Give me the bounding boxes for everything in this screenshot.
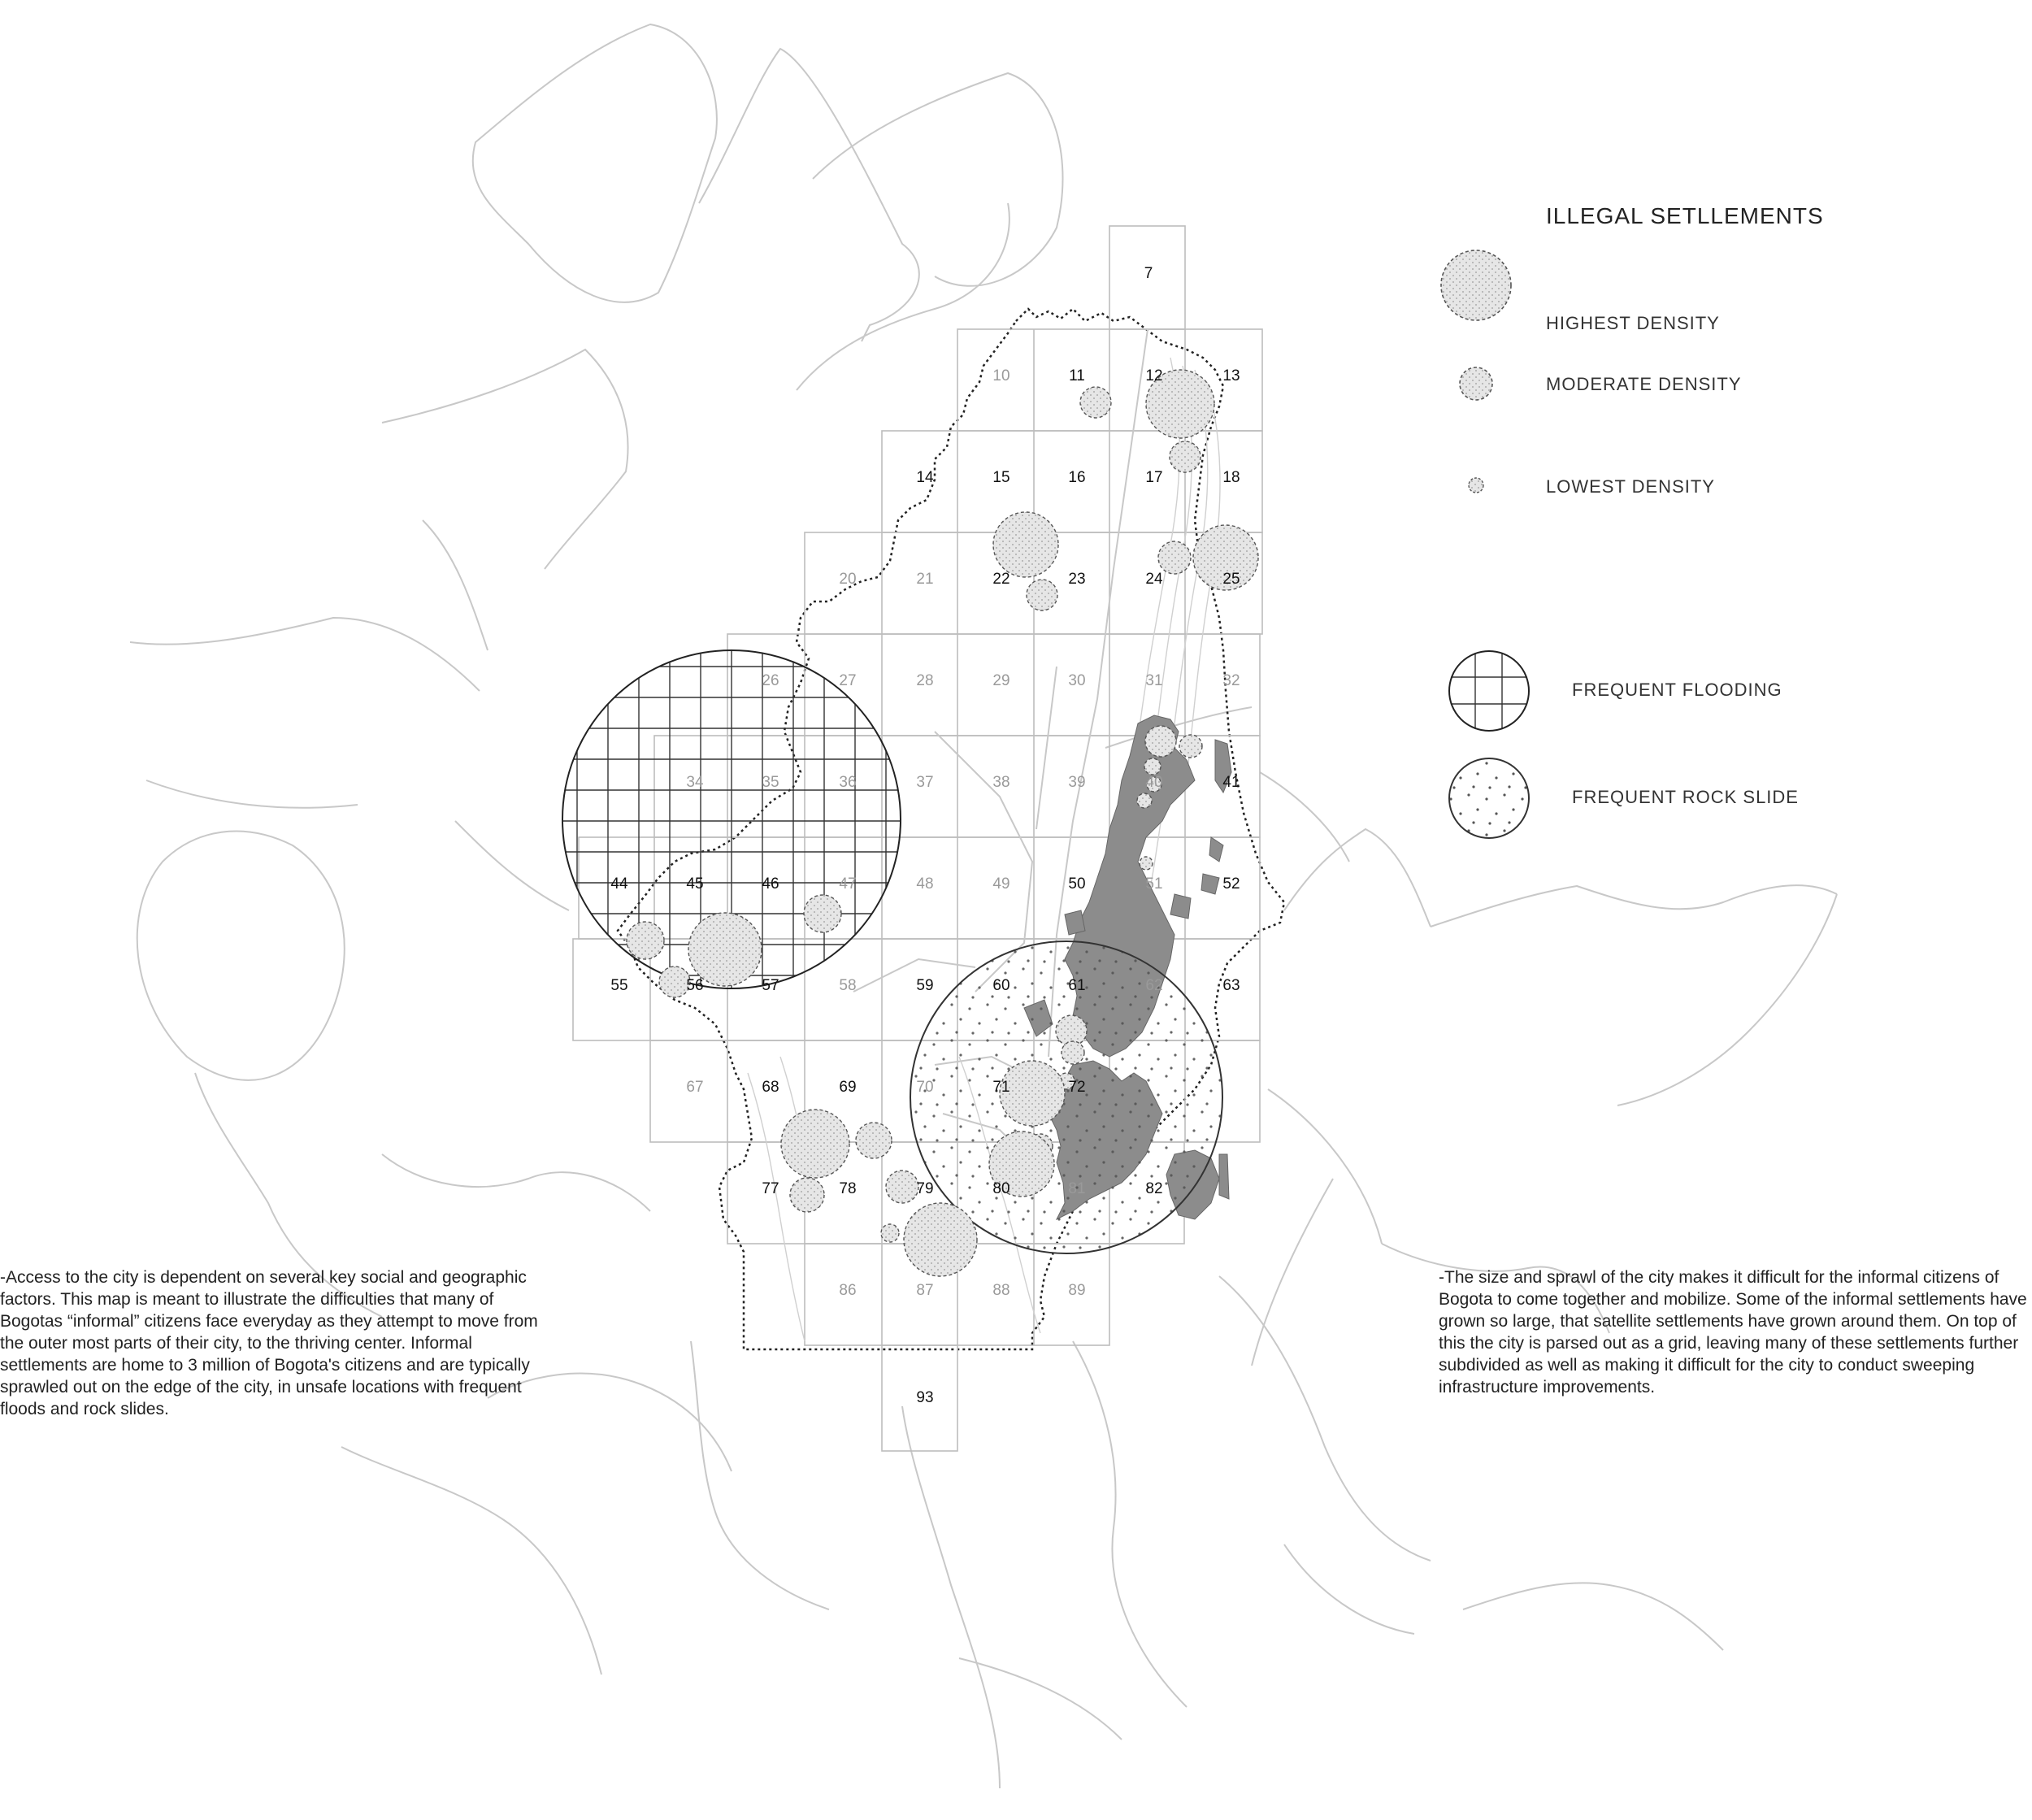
district-label: 17: [1145, 469, 1163, 486]
density-circle: [804, 895, 841, 932]
density-circle: [1145, 726, 1176, 757]
density-circle: [993, 512, 1058, 577]
district-label: 67: [686, 1079, 704, 1096]
legend-label: LOWEST DENSITY: [1546, 476, 1715, 497]
district-label: 20: [839, 571, 857, 588]
district-label: 11: [1069, 367, 1085, 384]
district-label: 41: [1222, 774, 1240, 791]
district-label: 26: [762, 672, 779, 689]
district-label: 72: [1068, 1079, 1086, 1096]
district-label: 39: [1068, 774, 1086, 791]
district-label: 62: [1145, 977, 1163, 994]
district-label: 89: [1068, 1282, 1086, 1299]
density-circle: [688, 913, 762, 986]
district-label: 82: [1145, 1180, 1163, 1197]
legend-item-lowest-density: [1431, 476, 1999, 558]
district-label: 30: [1068, 672, 1086, 689]
district-label: 59: [916, 977, 934, 994]
district-label: 34: [686, 774, 704, 791]
district-label: 32: [1222, 672, 1240, 689]
district-label: 80: [992, 1180, 1010, 1197]
district-label: 93: [916, 1389, 934, 1406]
district-label: 37: [916, 774, 934, 791]
density-circle: [627, 922, 664, 959]
note-right: -The size and sprawl of the city makes it difficult for the informal citizens of Bogota to come together and mobilize. Some of the informal settlements have grown so large, that satellite settlements have grown around them. On top of this the city is parsed out as a grid, leaving many of these settlements further subdivided as well as making it difficult for the city to conduct sweeping infrastructure improvements.: [1439, 1268, 2027, 1396]
district-label: 88: [992, 1282, 1010, 1299]
district-label: 57: [762, 977, 779, 994]
district-label: 31: [1145, 672, 1163, 689]
district-label: 47: [839, 875, 857, 893]
district-label: 44: [610, 875, 628, 893]
district-label: 71: [992, 1079, 1010, 1096]
district-label: 49: [992, 875, 1010, 893]
district-label: 81: [1068, 1180, 1086, 1197]
legend-title: ILLEGAL SETLLEMENTS: [1546, 203, 1824, 228]
density-circle: [1140, 857, 1153, 870]
density-circle-large-icon: [1439, 248, 1513, 323]
density-circle: [881, 1224, 899, 1242]
district-label: 55: [610, 977, 628, 994]
grid-circle-icon: [1447, 649, 1531, 733]
district-label: 35: [762, 774, 779, 791]
district-label: 28: [916, 672, 934, 689]
density-circle: [904, 1203, 977, 1276]
density-circle: [1170, 441, 1201, 472]
district-label: 70: [916, 1079, 934, 1096]
district-label: 25: [1222, 571, 1240, 588]
district-label: 61: [1068, 977, 1086, 994]
density-circle: [1062, 1041, 1084, 1064]
district-label: 60: [992, 977, 1010, 994]
density-circle-small-icon: [1467, 476, 1485, 494]
density-circle-medium-icon: [1458, 366, 1494, 402]
density-circle: [781, 1110, 849, 1178]
density-circle: [1144, 758, 1161, 775]
district-label: 16: [1068, 469, 1086, 486]
district-label: 45: [686, 875, 704, 893]
district-label: 46: [762, 875, 779, 893]
density-circle: [1158, 541, 1191, 574]
density-circle: [1137, 793, 1152, 808]
district-label: 18: [1222, 469, 1240, 486]
district-label: 38: [992, 774, 1010, 791]
district-label: 13: [1222, 367, 1240, 384]
map-legend: [1431, 203, 2016, 854]
density-circle: [659, 966, 690, 997]
district-label: 21: [916, 571, 934, 588]
density-circle: [1027, 580, 1057, 610]
district-label: 10: [992, 367, 1010, 384]
district-label: 24: [1145, 571, 1163, 588]
legend-item-moderate-density: [1431, 366, 1999, 447]
district-label: 69: [839, 1079, 857, 1096]
legend-label: FREQUENT FLOODING: [1572, 680, 1782, 700]
dotted-circle-icon: [1447, 756, 1531, 841]
legend-item-rockslide: [1431, 756, 1999, 837]
density-circle: [1179, 735, 1202, 758]
district-label: 63: [1222, 977, 1240, 994]
district-label: 27: [839, 672, 857, 689]
district-label: 56: [686, 977, 704, 994]
district-label: 87: [916, 1282, 934, 1299]
district-label: 12: [1145, 367, 1163, 384]
district-label: 78: [839, 1180, 857, 1197]
legend-item-flooding: [1431, 649, 1999, 730]
district-label: 50: [1068, 875, 1086, 893]
district-label: 77: [762, 1180, 779, 1197]
district-label: 51: [1145, 875, 1163, 893]
density-circle: [856, 1123, 892, 1158]
legend-label: FREQUENT ROCK SLIDE: [1572, 787, 1799, 807]
district-label: 7: [1144, 265, 1153, 282]
legend-label: HIGHEST DENSITY: [1546, 313, 1720, 333]
district-label: 29: [992, 672, 1010, 689]
district-label: 86: [839, 1282, 857, 1299]
legend-item-highest-density: [1431, 248, 1999, 333]
district-label: 22: [992, 571, 1010, 588]
legend-label: MODERATE DENSITY: [1546, 374, 1742, 394]
district-label: 48: [916, 875, 934, 893]
district-label: 40: [1145, 774, 1163, 791]
district-label: 58: [839, 977, 857, 994]
district-label: 23: [1068, 571, 1086, 588]
district-label: 14: [916, 469, 934, 486]
district-label: 36: [839, 774, 857, 791]
density-circle: [1080, 387, 1111, 418]
district-label: 68: [762, 1079, 779, 1096]
district-label: 52: [1222, 875, 1240, 893]
district-label: 15: [992, 469, 1010, 486]
density-circle: [886, 1171, 918, 1203]
district-label: 79: [916, 1180, 934, 1197]
density-circle: [790, 1178, 824, 1212]
note-left: -Access to the city is dependent on several key social and geographic factors. This map is meant to illustrate the difficulties that many of Bogotas “informal” citizens face everyday as they attempt to move from the outer most parts of their city, to the thriving center. Informal settlements are home to 3 million of Bogota's citizens and are typically sprawled out on the edge of the city, in unsafe locations with frequent floods and rock slides.: [0, 1268, 538, 1418]
